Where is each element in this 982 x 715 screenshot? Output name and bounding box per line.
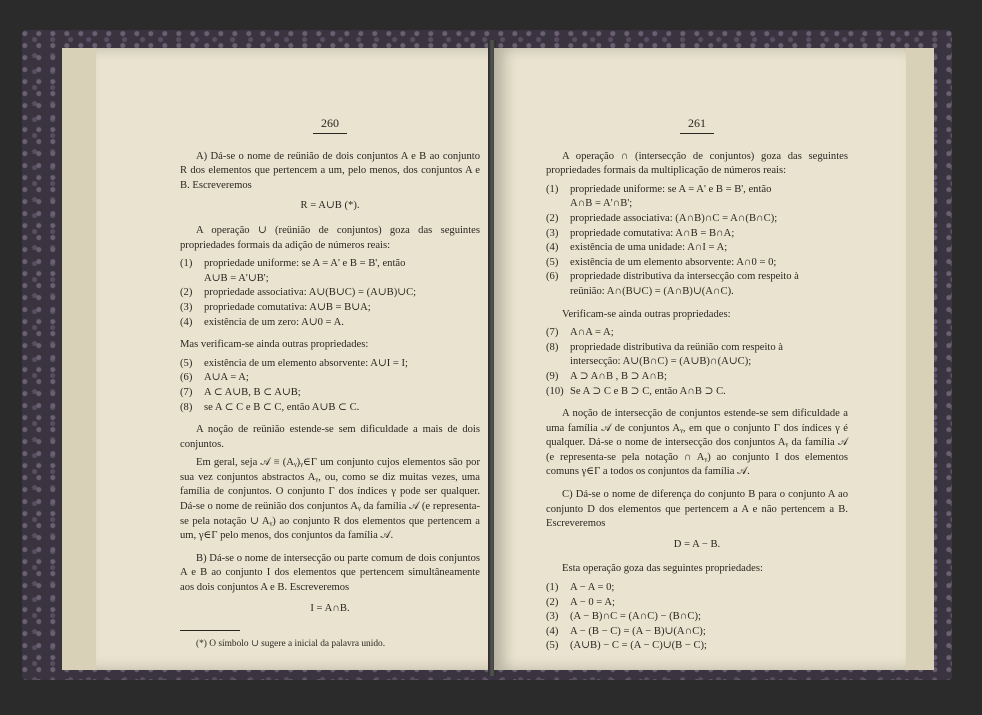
- left-page-content: [180, 116, 480, 656]
- list-item: (4) existência de um zero: A∪0 = A.: [180, 316, 344, 328]
- paragraph: A operação ∪ (reünião de conjuntos) goza das seguintes propriedades formais da adição de números reais:: [180, 224, 480, 251]
- right-page-content: [546, 116, 848, 662]
- paragraph: A noção de reünião estende-se sem dificuldade a mais de dois conjuntos.: [180, 424, 480, 450]
- paragraph: Em geral, seja 𝒜 ≡ (Aᵧ)ᵧ∈Γ um conjunto cujos elementos são por sua vez conjuntos abstractos Aᵧ, ou, como se diz muitas vezes, uma família de conjuntos. O conjunto Γ dos índices γ pode ser qualquer. Dá-se o nome de reünião dos conjuntos Aᵧ da família 𝒜 (e representa-se pela notação ∪ Aᵧ) ao conjunto R dos elementos que pertencem a um, γ∈Γ pelo menos, dos conjuntos da família 𝒜.: [180, 457, 480, 542]
- list-item: (1) propriedade uniforme: se A = A' e B = B', então: [180, 258, 406, 270]
- list-item: (4) existência de uma unidade: A∩I = A;: [546, 242, 728, 254]
- right-page: [494, 48, 934, 670]
- list-item: (2) propriedade associativa: (A∩B)∩C = A∩(B∩C);: [546, 212, 778, 224]
- list-item: (4) A − (B − C) = (A − B)∪(A∩C);: [546, 625, 706, 637]
- list-item: (3) propriedade comutativa: A∩B = B∩A;: [546, 227, 735, 239]
- property-list: [546, 183, 848, 300]
- property-list: [180, 357, 480, 415]
- equation: R = A∪B (*).: [300, 200, 360, 212]
- page-number: 260: [180, 116, 480, 134]
- page-number: 261: [546, 116, 848, 134]
- footnote: (*) O símbolo ∪ sugere a inicial da palavra unido.: [196, 639, 386, 650]
- list-item: (1) propriedade uniforme: se A = A' e B = B', então: [546, 183, 772, 195]
- list-item: (6) propriedade distributiva da intersecção com respeito à: [546, 271, 799, 283]
- list-item: (7) A∩A = A;: [546, 327, 614, 339]
- list-item: (8) propriedade distributiva da reünião com respeito à: [546, 341, 783, 353]
- paragraph: Verificam-se ainda outras propriedades:: [562, 308, 731, 320]
- list-item: (6) A∪A = A;: [180, 372, 249, 384]
- list-item: (8) se A ⊂ C e B ⊂ C, então A∪B ⊂ C.: [180, 401, 360, 413]
- list-item: (5) existência de um elemento absorvente: A∪I = I;: [180, 357, 409, 369]
- list-item: (9) A ⊃ A∩B , B ⊃ A∩B;: [546, 370, 667, 382]
- list-item: (7) A ⊂ A∪B, B ⊂ A∪B;: [180, 386, 301, 398]
- left-page: [62, 48, 524, 670]
- paragraph: Esta operação goza das seguintes propriedades:: [562, 563, 763, 575]
- list-item: (3) propriedade comutativa: A∪B = B∪A;: [180, 301, 371, 313]
- property-list: [546, 581, 848, 654]
- list-item-continuation: A∩B = A'∩B';: [570, 198, 633, 210]
- paragraph: A noção de intersecção de conjuntos estende-se sem dificuldade a uma família 𝒜 de conjuntos Aᵧ, em que o conjunto Γ dos índices γ é qualquer. Dá-se o nome de intersecção dos conjuntos Aᵧ da família 𝒜 (e representa-se pela notação ∩ Aᵧ) ao conjunto I dos elementos comuns γ∈Γ a todos os conjuntos da família 𝒜.: [546, 408, 848, 478]
- property-list: [180, 257, 480, 330]
- list-item: (5) (A∪B) − C = (A − C)∪(B − C);: [546, 640, 707, 652]
- list-item: (2) A − 0 = A;: [546, 596, 615, 608]
- list-item-continuation: intersecção: A∪(B∩C) = (A∪B)∩(A∪C);: [570, 356, 752, 368]
- list-item: (3) (A − B)∩C = (A∩C) − (B∩C);: [546, 611, 701, 623]
- paragraph: A) Dá-se o nome de reünião de dois conjuntos A e B ao conjunto R dos elementos que pertencem a um, pelo menos, dos conjuntos A e B. Escreveremos: [180, 150, 480, 191]
- paragraph: A operação ∩ (intersecção de conjuntos) goza das seguintes propriedades formais da multiplicação de números reais:: [546, 150, 848, 177]
- list-item-continuation: reünião: A∩(B∪C) = (A∩B)∪(A∩C).: [570, 285, 734, 297]
- paragraph: Mas verificam-se ainda outras propriedades:: [180, 339, 369, 351]
- list-item: (10) Se A ⊃ C e B ⊃ C, então A∩B ⊃ C.: [546, 385, 726, 397]
- equation: I = A∩B.: [310, 602, 350, 614]
- list-item: (5) existência de um elemento absorvente: A∩0 = 0;: [546, 256, 777, 268]
- footnote-rule: [180, 630, 240, 631]
- paragraph: C) Dá-se o nome de diferença do conjunto B para o conjunto A ao conjunto D dos elementos que pertencem a A e não pertencem a B. Escreveremos: [546, 489, 848, 530]
- list-item-continuation: A∪B = A'∪B';: [204, 272, 269, 284]
- paragraph: B) Dá-se o nome de intersecção ou parte comum de dois conjuntos A e B ao conjunto I dos elementos que pertencem simultâneamente aos dois conjuntos A e B. Escreveremos: [180, 552, 480, 594]
- list-item: (1) A − A = 0;: [546, 582, 615, 594]
- property-list: [546, 326, 848, 399]
- list-item: (2) propriedade associativa: A∪(B∪C) = (A∪B)∪C;: [180, 287, 417, 299]
- equation: D = A − B.: [673, 538, 721, 550]
